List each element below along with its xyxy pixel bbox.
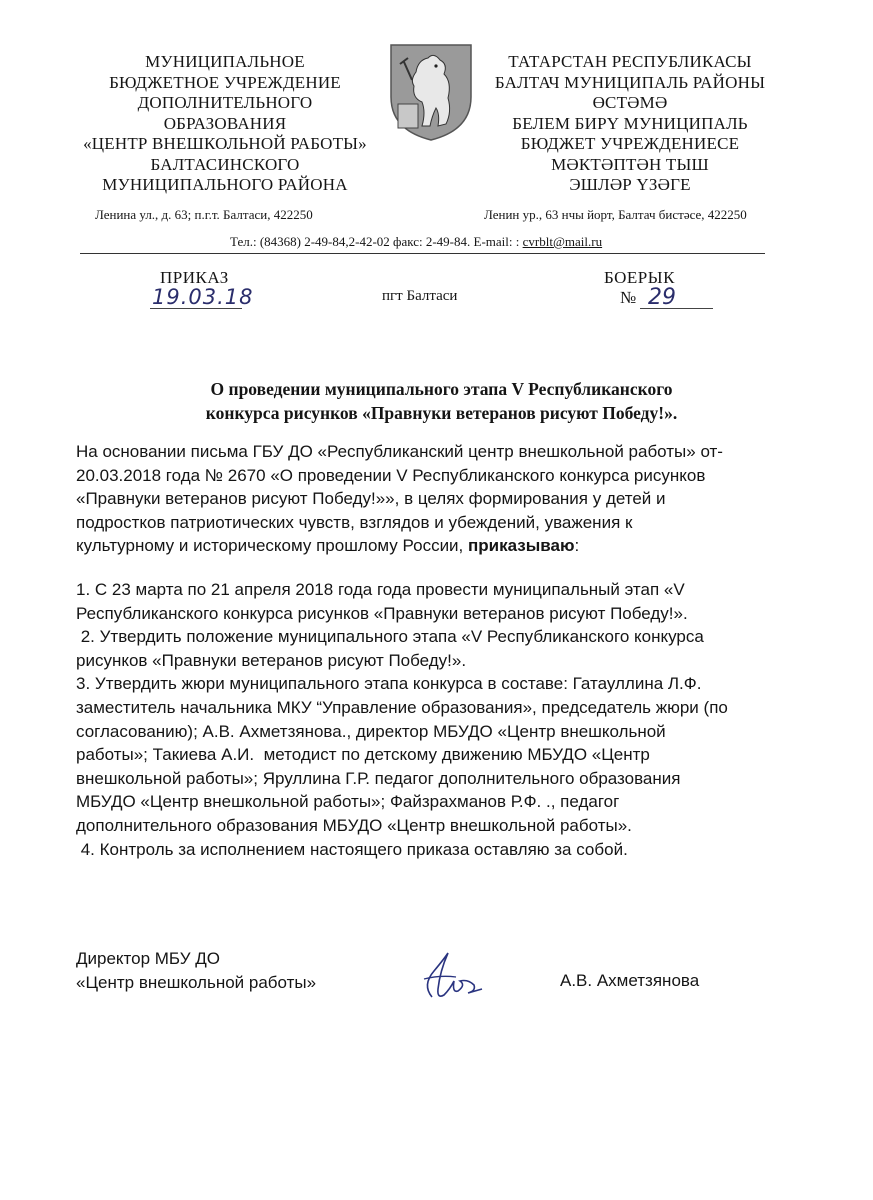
item-line: 4. Контроль за исполнением настоящего приказа оставляю за собой. <box>76 839 628 859</box>
header-left-line: «ЦЕНТР ВНЕШКОЛЬНОЙ РАБОТЫ» <box>83 134 367 153</box>
item-line: рисунков «Правнуки ветеранов рисуют Победу!». <box>76 650 467 670</box>
number-underline <box>640 308 713 309</box>
item-line: МБУДО «Центр внешкольной работы»; Файзрахманов Р.Ф. ., педагог <box>76 792 620 812</box>
header-org-russian <box>70 52 380 196</box>
order-label-tatar: БОЕРЫК <box>604 268 675 287</box>
item-line: 3. Утвердить жюри муниципального этапа конкурса в составе: Гатауллина Л.Ф. <box>76 674 702 694</box>
header-right-line: ТАТАРСТАН РЕСПУБЛИКАСЫ <box>508 52 752 71</box>
header-right-line: МӘКТӘПТӘН ТЫШ <box>551 154 709 174</box>
item-line: заместитель начальника МКУ “Управление образования», председатель жюри (по <box>76 697 728 717</box>
order-number-handwritten: 29 <box>648 285 676 310</box>
coat-of-arms-icon <box>386 42 476 142</box>
header-right-line: БЮДЖЕТ УЧРЕЖДЕНИЕСЕ <box>520 134 740 153</box>
preamble-line: 20.03.2018 года № 2670 «О проведении V Республиканского конкурса рисунков <box>76 465 706 485</box>
title-line: конкурса рисунков «Правнуки ветеранов рисуют Победу!». <box>205 403 678 423</box>
address-tatar: Ленин ур., 63 нчы йорт, Балтач бистәсе, 422250 <box>484 207 747 222</box>
item-line: внешкольной работы»; Яруллина Г.Р. педагог дополнительного образования <box>76 768 681 788</box>
address-russian: Ленина ул., д. 63; п.г.т. Балтаси, 422250 <box>95 207 313 222</box>
email-link[interactable]: cvrblt@mail.ru <box>522 234 603 249</box>
item-line: дополнительного образования МБУДО «Центр внешкольной работы». <box>76 815 632 835</box>
preamble-line: подростков патриотических чувств, взглядов и убеждений, уважения к <box>76 512 633 532</box>
header-divider <box>80 253 765 254</box>
header-right-line: ӨСТӘМӘ <box>592 93 668 112</box>
date-underline <box>150 308 242 309</box>
header-right-line: БАЛТАЧ МУНИЦИПАЛЬ РАЙОНЫ <box>494 72 766 92</box>
header-left-line: ОБРАЗОВАНИЯ <box>163 113 287 133</box>
preamble-last-line <box>76 534 806 558</box>
header-right-line: ЭШЛӘР ҮЗӘГЕ <box>569 175 691 194</box>
item-line: 1. С 23 марта по 21 апреля 2018 года года провести муниципальный этап «V <box>76 580 685 599</box>
preamble-line: «Правнуки ветеранов рисуют Победу!»», в целях формирования у детей и <box>76 489 666 509</box>
header-left-line: БЮДЖЕТНОЕ УЧРЕЖДЕНИЕ <box>109 72 341 92</box>
item-line: работы»; Такиева А.И. методист по детскому движению МБУДО «Центр <box>76 745 650 765</box>
item-line: согласованию); А.В. Ахметзянова., директор МБУДО «Центр внешкольной <box>76 721 666 741</box>
order-verb: приказываю <box>468 536 575 556</box>
signatory-name: А.В. Ахметзянова <box>560 971 700 990</box>
item-line: 2. Утвердить положение муниципального этапа «V Республиканского конкурса <box>76 627 704 647</box>
preamble-paragraph <box>76 440 806 558</box>
header-right-line: БЕЛЕМ БИРҮ МУНИЦИПАЛЬ <box>512 113 748 133</box>
order-items <box>76 578 806 861</box>
title-line: О проведении муниципального этапа V Республиканского <box>210 379 673 399</box>
signatory-title-line: «Центр внешкольной работы» <box>76 973 317 992</box>
handwritten-signature-icon <box>410 945 490 1005</box>
header-left-line: ДОПОЛНИТЕЛЬНОГО <box>137 93 313 112</box>
document-title <box>80 377 803 425</box>
preamble-colon: : <box>574 536 580 556</box>
order-date-handwritten: 19.03.18 <box>152 285 254 309</box>
signatory-title-line: Директор МБУ ДО <box>76 949 220 968</box>
preamble-line: На основании письма ГБУ ДО «Республиканский центр внешкольной работы» от- <box>76 442 723 461</box>
header-org-tatar <box>480 52 780 196</box>
order-number-sign: № <box>620 288 637 307</box>
preamble-text: культурному и историческому прошлому России, <box>76 536 469 556</box>
header-left-line: МУНИЦИПАЛЬНОГО РАЙОНА <box>102 175 348 194</box>
header-left-line: МУНИЦИПАЛЬНОЕ <box>145 52 305 71</box>
signatory-title <box>76 947 316 995</box>
order-place: пгт Балтаси <box>382 288 458 304</box>
contacts-phones: Тел.: (84368) 2-49-84,2-42-02 факс: 2-49-84. E-mail: : <box>230 234 523 249</box>
contacts-line <box>230 234 602 250</box>
header-left-line: БАЛТАСИНСКОГО <box>150 154 300 174</box>
item-line: Республиканского конкурса рисунков «Правнуки ветеранов рисуют Победу!». <box>76 603 688 623</box>
order-label-russian: ПРИКАЗ <box>160 268 229 287</box>
